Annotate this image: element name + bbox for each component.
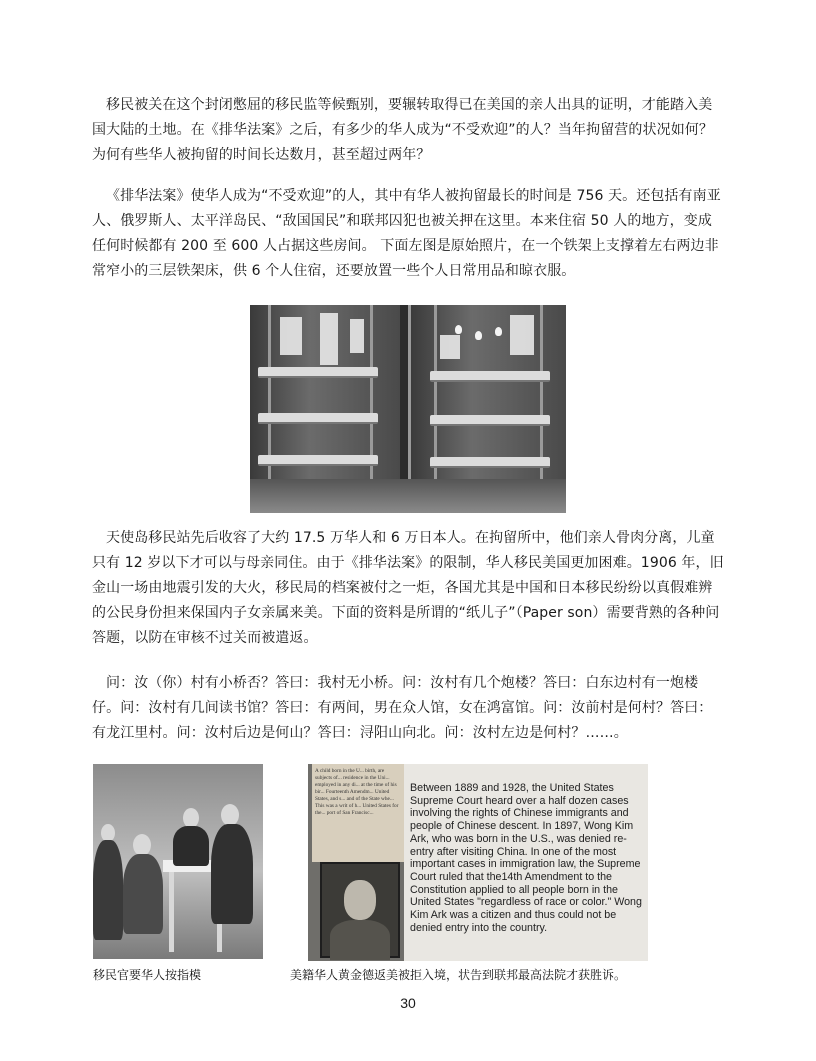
paragraph-angel-island: 天使岛移民站先后收容了大约 17.5 万华人和 6 万日本人。在拘留所中，他们亲人骨肉分离，儿童只有 12 岁以下才可以与母亲同住。由于《排华法案》的限制，华人移民美国更加困难。1906 年，旧金山一场由地震引发的大火，移民局的档案被付之一炬，各国尤其是中国和日本移民纷纷以真假难辨的公民身份担来保国内子女亲属来美。下面的资料是所谓的“纸儿子”（Paper son）需要背熟的各种问答题，以防在审核不过关而被遣返。 — [92, 530, 724, 646]
paragraph-exclusion-act: 《排华法案》使华人成为“不受欢迎”的人，其中有华人被拘留最长的时间是 756 天。还包括有南亚人、俄罗斯人、太平洋岛民、“敌国国民”和联邦囚犯也被关押在这里。本来住宿 50 人的地方，变成任何时候都有 200 至 600 人占据这些房间。 下面左图是原始照片，在一个铁架上支撑着左右两边非常窄小的三层铁架床，供 6 个人住宿，还要放置一些个人日常用品和晾衣服。 — [92, 188, 721, 279]
page-number: 30 — [400, 995, 416, 1011]
wong-kim-ark-portrait — [320, 862, 400, 958]
court-exhibit-photo — [308, 764, 648, 961]
exhibit-panel-text: Between 1889 and 1928, the United States Supreme Court heard over a half dozen cases involving the rights of Chinese immigrants and people of Chinese descent. In 1897, Wong Kim Ark, who was born in the U.S., was denied re-entry after visiting China. In one of the most important cases in immigration law, the Supreme Court ruled that the14th Amendment to the Constitution applied to all people born in the United States "regardless of race or color." Wong Kim Ark was a citizen and thus could not be denied entry into the country. — [410, 782, 642, 934]
dormitory-photo — [250, 305, 566, 513]
exhibit-panel — [404, 764, 648, 961]
paragraph-paper-son-qa: 问：汝（你）村有小桥否？答曰：我村无小桥。问：汝村有几个炮楼？答曰：白东边村有一炮楼仔。问：汝村有几间读书馆？答曰：有两间，男在众人馆，女在鸿富馆。问：汝前村是何村？答曰：有龙江里村。问：汝村后边是何山？答曰：浔阳山向北。问：汝村左边是何村？……。 — [92, 675, 713, 741]
fingerprint-photo — [93, 764, 263, 959]
caption-fingerprint: 移民官要华人按指模 — [93, 968, 202, 982]
paragraph-detention-intro: 移民被关在这个封闭憋屈的移民监等候甄别，要辗转取得已在美国的亲人出具的证明，才能踏入美国大陆的土地。在《排华法案》之后，有多少的华人成为“不受欢迎”的人？当年拘留营的状况如何？为何有些华人被拘留的时间长达数月，甚至超过两年？ — [92, 97, 714, 163]
exhibit-document: A child born in the U... birth, are subjects of... residence in the Uni... employed in any di... at the time of his bir... Fourteenth Amendm... United States, and s... and of the State whe... This was a writ of h... United States for the... port of San Francisc... — [312, 764, 404, 862]
caption-wong-kim-ark: 美籍华人黄金德返美被拒入境，状告到联邦最高法院才获胜诉。 — [290, 968, 627, 982]
